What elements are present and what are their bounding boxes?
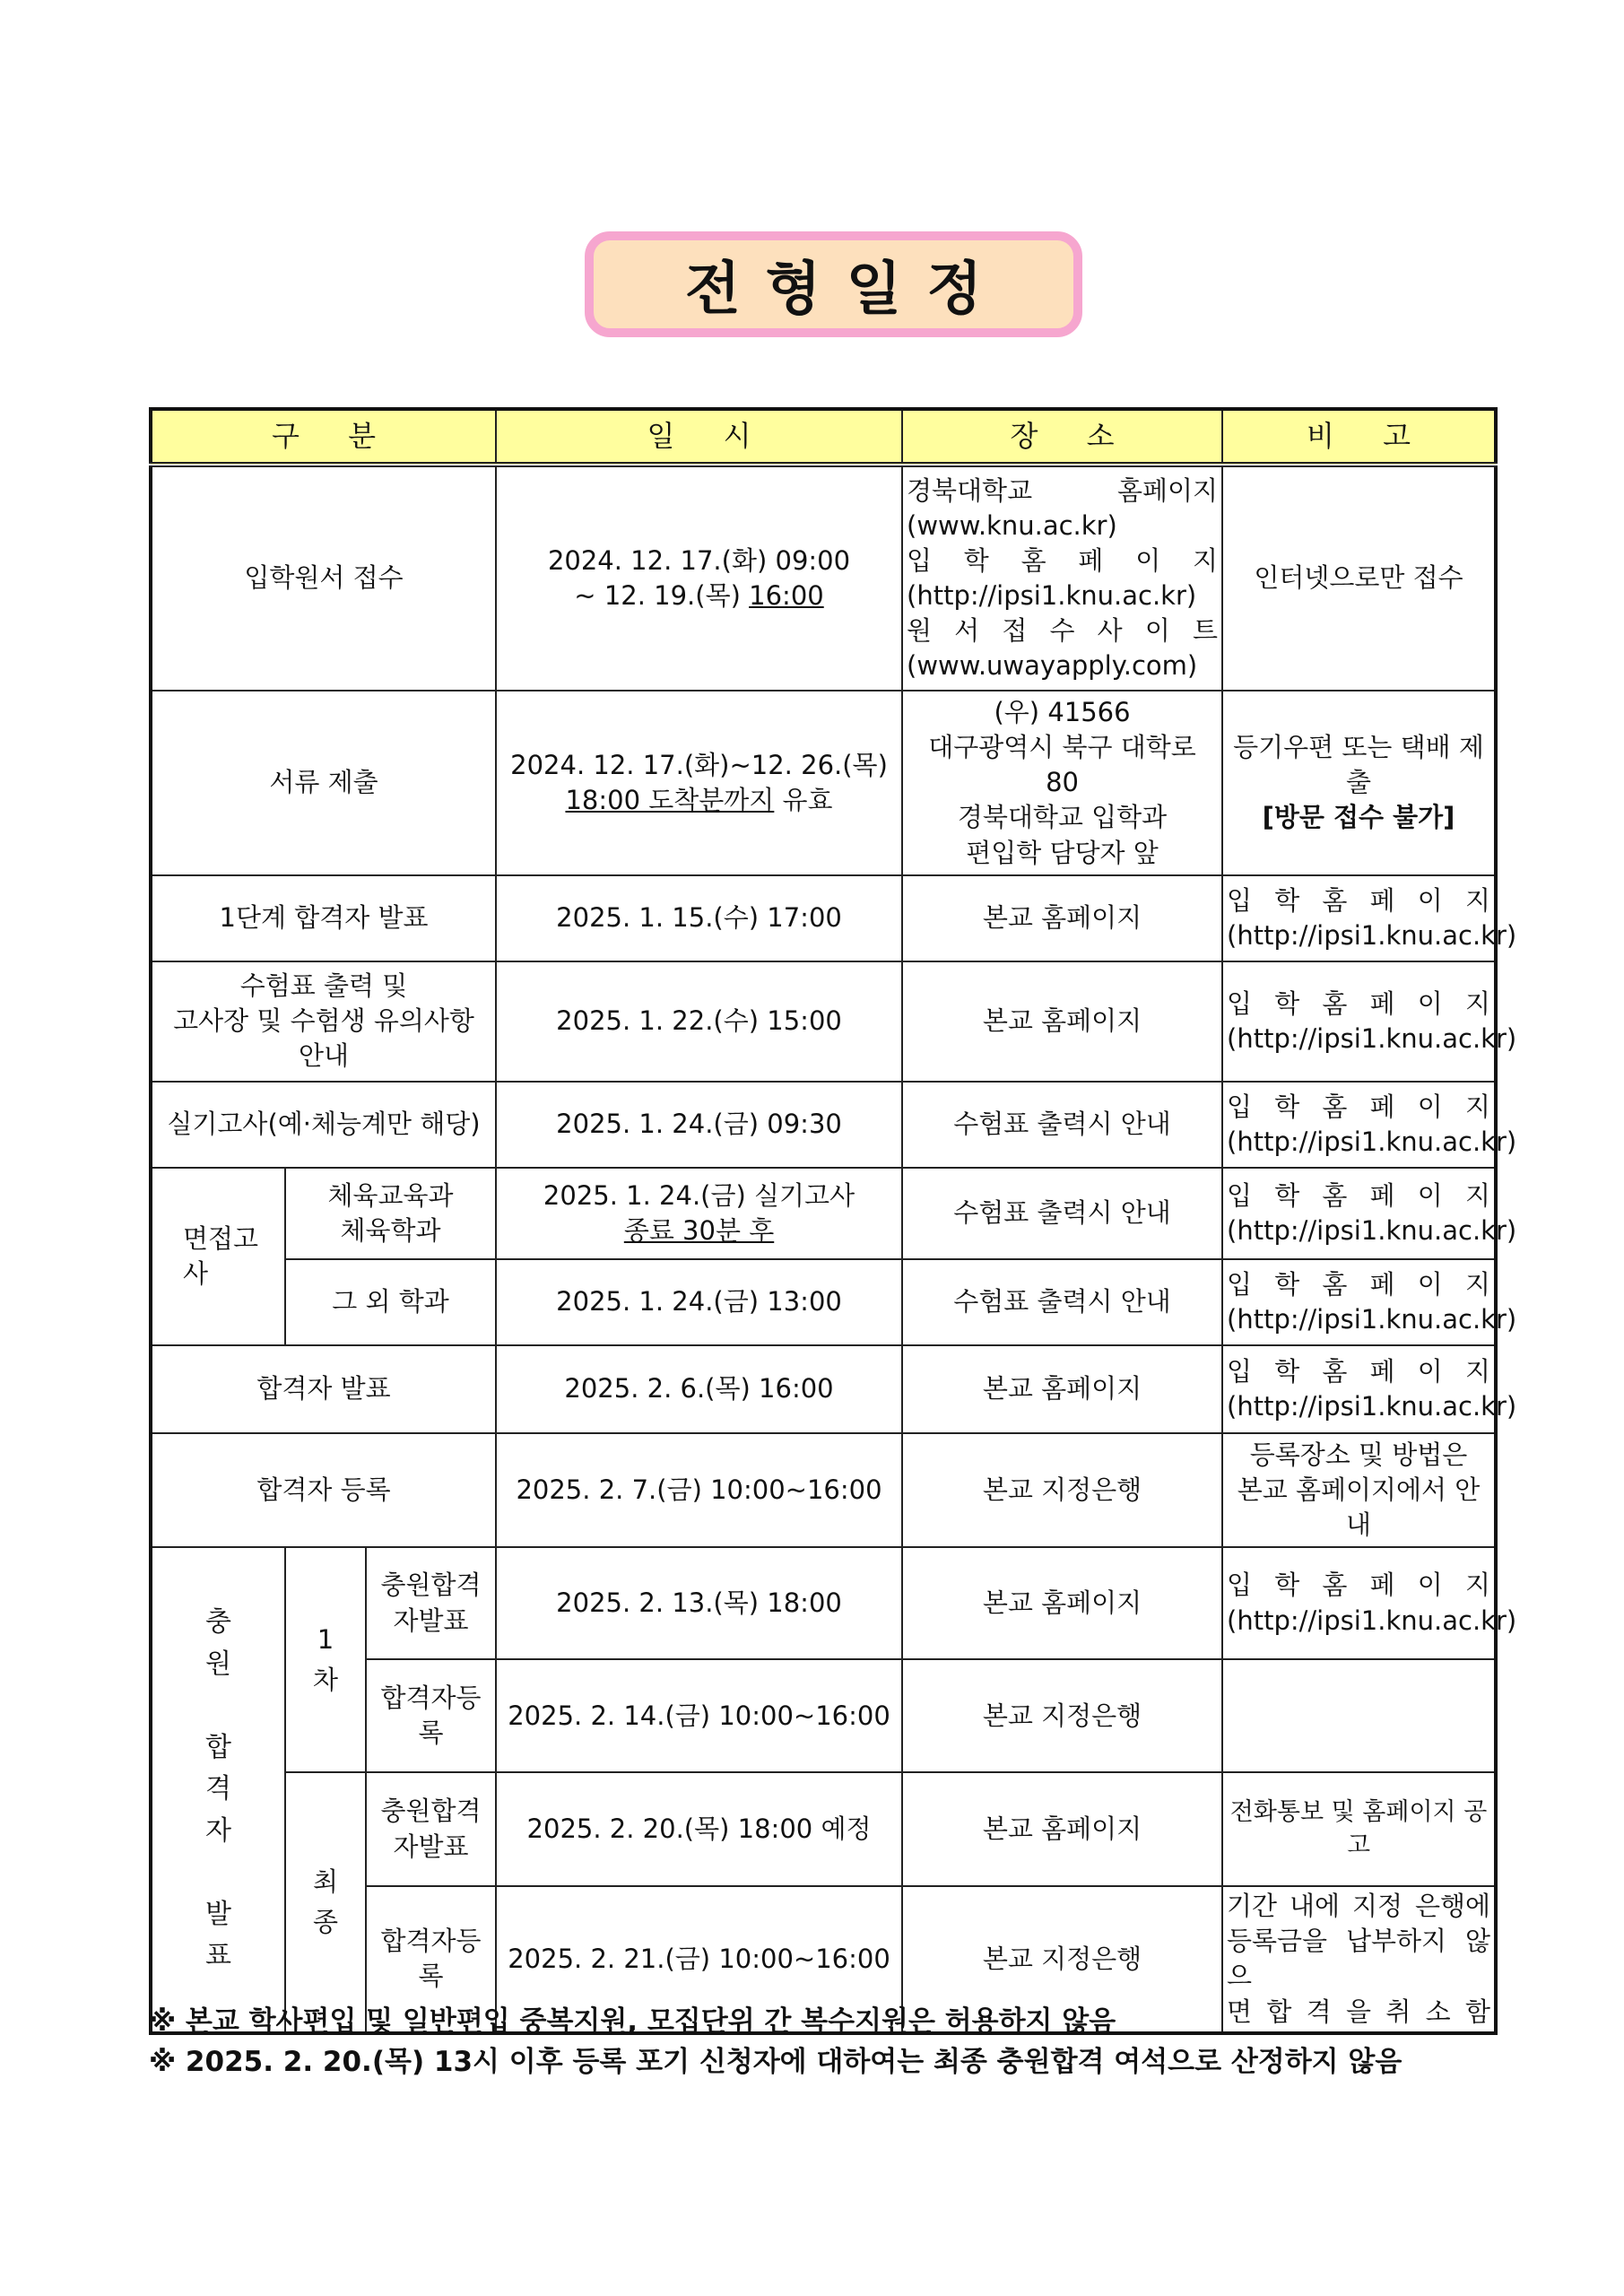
- header-note: 비 고: [1222, 409, 1496, 465]
- row-label: 실기고사(예·체능계만 해당): [151, 1082, 496, 1168]
- row-place: 본교 지정은행: [902, 1659, 1222, 1772]
- header-row: [151, 409, 1496, 465]
- row-sublabel: 합격자등록: [366, 1659, 496, 1772]
- row-place: 본교 지정은행: [902, 1886, 1222, 2033]
- row-note: 등기우편 또는 택배 제출 [방문 접수 불가]: [1222, 691, 1496, 875]
- table-row: [151, 465, 1496, 691]
- row-date: 2024. 12. 17.(화) 09:00 ~ 12. 19.(목) 16:00: [496, 465, 902, 691]
- row-date: 2025. 2. 20.(목) 18:00 예정: [496, 1772, 902, 1886]
- row-place: 본교 지정은행: [902, 1433, 1222, 1547]
- row-date: 2025. 2. 7.(금) 10:00~16:00: [496, 1433, 902, 1547]
- row-note: 입 학 홈 페 이 지 (http://ipsi1.knu.ac.kr): [1222, 1259, 1496, 1345]
- row-label: 수험표 출력 및 고사장 및 수험생 유의사항 안내: [151, 961, 496, 1082]
- row-place: 경북대학교 홈페이지 (www.knu.ac.kr) 입 학 홈 페 이 지 (http://ipsi1.knu.ac.kr) 원 서 접 수 사 이 트 (www.uwayapply.com): [902, 465, 1222, 691]
- table-row: [151, 1772, 1496, 1886]
- row-label: 합격자 등록: [151, 1433, 496, 1547]
- row-place: 수험표 출력시 안내: [902, 1168, 1222, 1259]
- row-date: 2025. 1. 22.(수) 15:00: [496, 961, 902, 1082]
- table-row: [151, 875, 1496, 961]
- row-note: 입 학 홈 페 이 지 (http://ipsi1.knu.ac.kr): [1222, 1082, 1496, 1168]
- row-date: 2025. 2. 14.(금) 10:00~16:00: [496, 1659, 902, 1772]
- row-sublabel: 체육교육과 체육학과: [285, 1168, 496, 1259]
- footnotes: [149, 2002, 1512, 2083]
- row-note: 등록장소 및 방법은 본교 홈페이지에서 안내: [1222, 1433, 1496, 1547]
- header-datetime: 일 시: [496, 409, 902, 465]
- row-label: 1단계 합격자 발표: [151, 875, 496, 961]
- row-place: 수험표 출력시 안내: [902, 1082, 1222, 1168]
- row-date: 2025. 2. 21.(금) 10:00~16:00: [496, 1886, 902, 2033]
- row-date: 2025. 2. 6.(목) 16:00: [496, 1345, 902, 1433]
- row-note: 입 학 홈 페 이 지 (http://ipsi1.knu.ac.kr): [1222, 1345, 1496, 1433]
- row-sublabel: 합격자등록: [366, 1886, 496, 2033]
- row-note: 기간 내에 지정 은행에 등록금을 납부하지 않으 면 합 격 을 취 소 함: [1222, 1886, 1496, 2033]
- footnote: ※ 2025. 2. 20.(목) 13시 이후 등록 포기 신청자에 대하여는 최종 충원합격 여석으로 산정하지 않음: [149, 2045, 1403, 2078]
- page-title-box: [585, 231, 1082, 337]
- header-category: 구 분: [151, 409, 496, 465]
- row-label: 합격자 발표: [151, 1345, 496, 1433]
- row-note: 입 학 홈 페 이 지 (http://ipsi1.knu.ac.kr): [1222, 1168, 1496, 1259]
- row-note: 인터넷으로만 접수: [1222, 465, 1496, 691]
- schedule-table: [149, 407, 1517, 2035]
- row-sublabel: 그 외 학과: [285, 1259, 496, 1345]
- row-sublabel: 충원합격자발표: [366, 1772, 496, 1886]
- row-sublabel: 충원합격자발표: [366, 1547, 496, 1659]
- row-place: 본교 홈페이지: [902, 1547, 1222, 1659]
- interview-label: 면접고사: [151, 1168, 285, 1345]
- row-date: 2024. 12. 17.(화)~12. 26.(목) 18:00 도착분까지 유효: [496, 691, 902, 875]
- row-place: 본교 홈페이지: [902, 961, 1222, 1082]
- row-date: 2025. 1. 24.(금) 실기고사 종료 30분 후: [496, 1168, 902, 1259]
- row-note: 입 학 홈 페 이 지 (http://ipsi1.knu.ac.kr): [1222, 875, 1496, 961]
- row-place: 본교 홈페이지: [902, 1772, 1222, 1886]
- table-row: [151, 1082, 1496, 1168]
- final-round-label: 최 종: [285, 1772, 366, 2033]
- round1-label: 1 차: [285, 1547, 366, 1772]
- page-title: 전형일정: [684, 257, 1008, 323]
- row-label: 서류 제출: [151, 691, 496, 875]
- table-row: [151, 1168, 1496, 1259]
- table-row: [151, 691, 1496, 875]
- table-row: [151, 961, 1496, 1082]
- row-label: 입학원서 접수: [151, 465, 496, 691]
- row-place: 수험표 출력시 안내: [902, 1259, 1222, 1345]
- table-row: [151, 1345, 1496, 1433]
- row-date: 2025. 1. 15.(수) 17:00: [496, 875, 902, 961]
- row-place: 본교 홈페이지: [902, 875, 1222, 961]
- additional-label: 충 원 합 격 자 발 표: [151, 1547, 285, 2033]
- row-note: [1222, 1659, 1496, 1772]
- row-place: 본교 홈페이지: [902, 1345, 1222, 1433]
- row-note: 입 학 홈 페 이 지 (http://ipsi1.knu.ac.kr): [1222, 1547, 1496, 1659]
- row-place: (우) 41566 대구광역시 북구 대학로 80 경북대학교 입학과 편입학 담당자 앞: [902, 691, 1222, 875]
- footnote: ※ 본교 학사편입 및 일반편입 중복지원, 모집단위 간 복수지원은 허용하지 않음: [149, 2005, 1116, 2038]
- table-row: [151, 1547, 1496, 1659]
- row-date: 2025. 1. 24.(금) 13:00: [496, 1259, 902, 1345]
- table-row: [151, 1259, 1496, 1345]
- row-note: 입 학 홈 페 이 지 (http://ipsi1.knu.ac.kr): [1222, 961, 1496, 1082]
- table-row: [151, 1433, 1496, 1547]
- row-date: 2025. 1. 24.(금) 09:30: [496, 1082, 902, 1168]
- header-place: 장 소: [902, 409, 1222, 465]
- row-note: 전화통보 및 홈페이지 공고: [1222, 1772, 1496, 1886]
- row-date: 2025. 2. 13.(목) 18:00: [496, 1547, 902, 1659]
